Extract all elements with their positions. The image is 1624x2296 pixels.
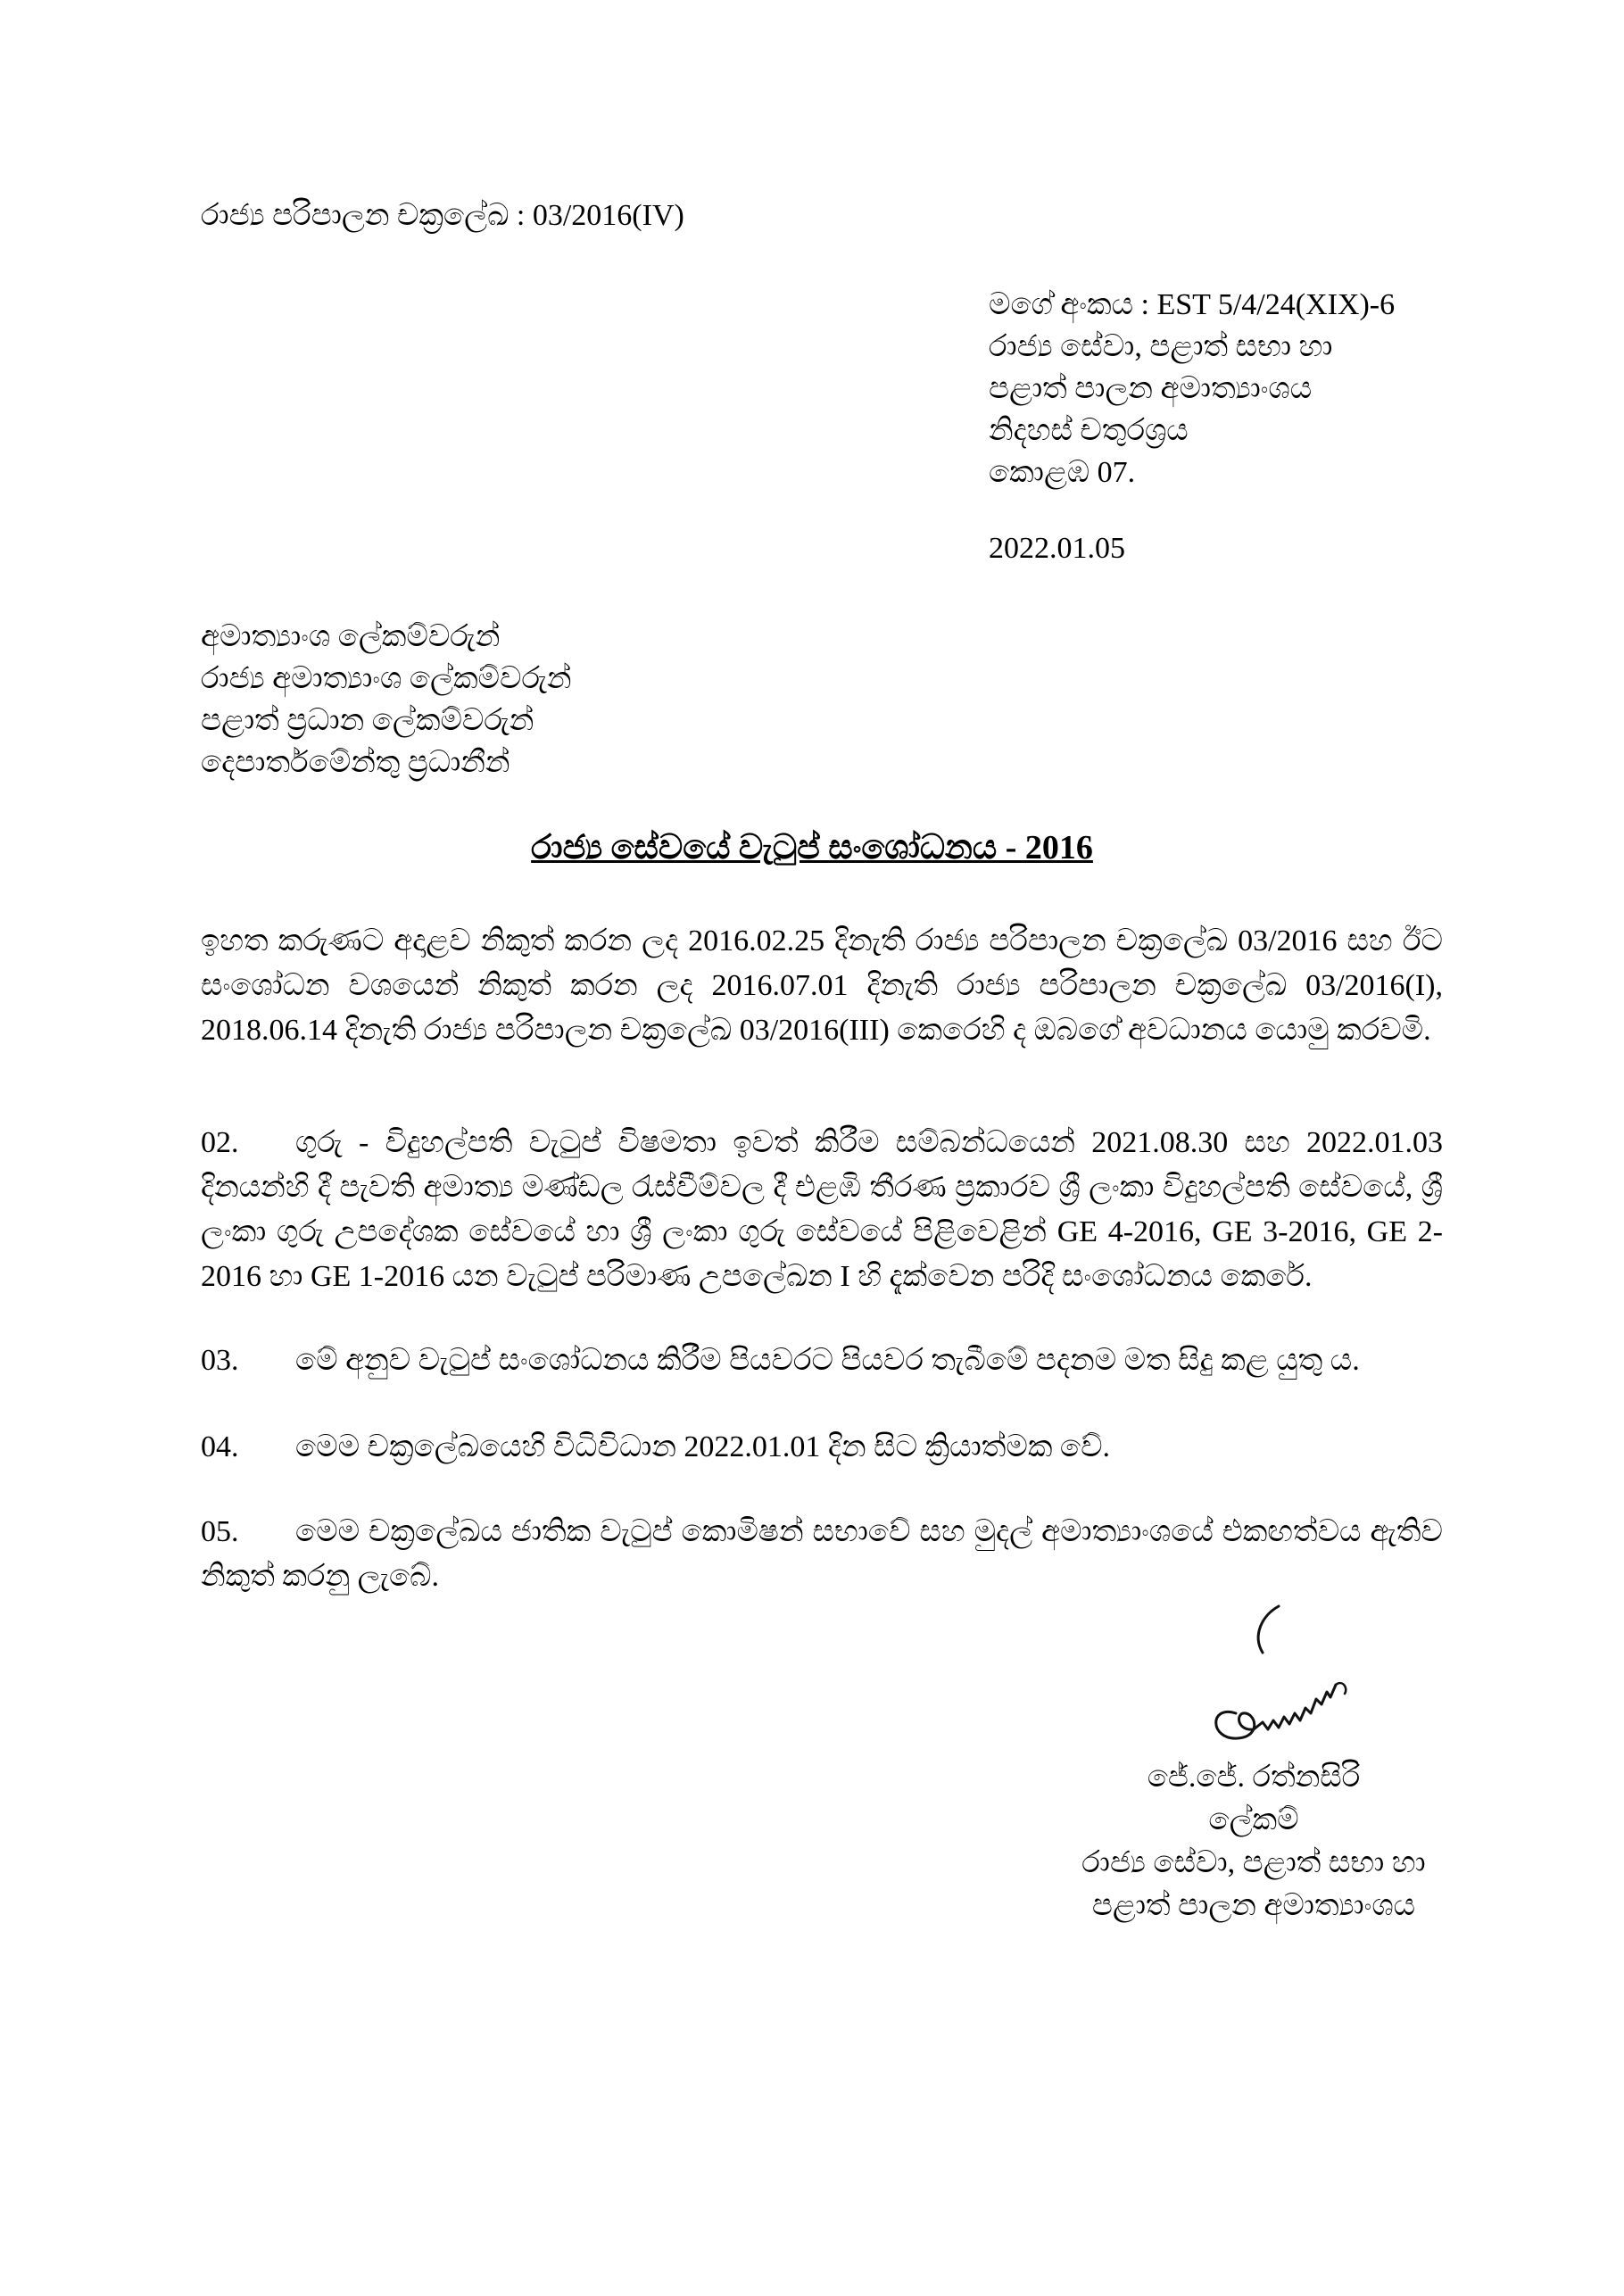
circular-reference: රාජ්‍ය පරිපාලන චක්‍රලේඛ : 03/2016(IV)	[201, 199, 684, 232]
addressee-item: රාජ්‍ය අමාත්‍යාංශ ලේකම්වරුන්	[201, 662, 572, 695]
ministry-name-line-2: පළාත් පාලන අමාත්‍යාංශය	[989, 372, 1313, 405]
sender-reference-block	[989, 284, 1395, 493]
signatory-ministry-line-2: පළාත් පාලන අමාත්‍යාංශය	[1091, 1889, 1416, 1922]
paragraph-4-text: මෙම චක්‍රලේඛයෙහි විධිවිධාන 2022.01.01 දින සිට ක්‍රියාත්මක වේ.	[295, 1430, 1111, 1463]
paragraph-4	[201, 1425, 1443, 1470]
signatory-ministry-line-1: රාජ්‍ය සේවා, පළාත් සභා හා	[1081, 1846, 1426, 1879]
addressee-list	[201, 616, 571, 783]
addressee-item: පළාත් ප්‍රධාන ලේකම්වරුන්	[201, 704, 534, 737]
paragraph-3-text: මේ අනුව වැටුප් සංශෝධනය කිරීම පියවරට පියවර තැබීමේ පදනම මත සිදු කළ යුතු ය.	[295, 1344, 1360, 1377]
subject-heading: රාජ්‍ය සේවයේ වැටුප් සංශෝධනය - 2016	[531, 829, 1093, 866]
paragraph-4-number: 04.	[201, 1430, 239, 1463]
paragraph-2	[201, 1121, 1443, 1299]
letter-date: 2022.01.05	[989, 532, 1125, 565]
signatory-title: ලේකම්	[1208, 1803, 1299, 1836]
address-line-1: නිදහස් චතුරශ්‍රය	[989, 414, 1189, 447]
paragraph-2-text: ගුරු - විදුහල්පති වැටුප් විෂමතා ඉවත් කිරීම සම්බන්ධයෙන් 2021.08.30 සහ 2022.01.03 දිනයන්හි දී පැවති අමාත්‍ය මණ්ඩල රැස්වීම්වල දී එළඹි තීරණ ප්‍රකාරව ශ්‍රී ලංකා විදුහල්පති සේවයේ, ශ්‍රී ලංකා ගුරු උපදේශක සේවයේ හා ශ්‍රී ලංකා ගුරු සේවයේ පිළිවෙළින් GE 4-2016, GE 3-2016, GE 2-2016 හා GE 1-2016 යන වැටුප් පරිමාණ උපලේඛන I හි දැක්වෙන පරිදි සංශෝධනය කෙරේ.	[201, 1126, 1443, 1293]
paragraph-1-text: ඉහත කරුණට අදාළව නිකුත් කරන ලද 2016.02.25 දිනැති රාජ්‍ය පරිපාලන චක්‍රලේඛ 03/2016 සහ ඊට සංශෝධන වශයෙන් නිකුත් කරන ලද 2016.07.01 දිනැති රාජ්‍ය පරිපාලන චක්‍රලේඛ 03/2016(I), 2018.06.14 දිනැති රාජ්‍ය පරිපාලන චක්‍රලේඛ 03/2016(III) කෙරෙහි ද ඔබගේ අවධානය යොමු කරවමි.	[201, 924, 1443, 1047]
paragraph-5-number: 05.	[201, 1515, 239, 1548]
paragraph-3	[201, 1339, 1443, 1383]
paragraph-3-number: 03.	[201, 1344, 239, 1377]
address-line-2: කොළඹ 07.	[989, 456, 1136, 489]
paragraph-5-text: මෙම චක්‍රලේඛය ජාතික වැටුප් කොමිෂන් සභාවේ සහ මුදල් අමාත්‍යාංශයේ එකඟත්වය ඇතිව නිකුත් කරනු ලැබේ.	[201, 1515, 1443, 1593]
paragraph-1	[201, 919, 1443, 1053]
handwritten-signature	[1173, 1579, 1388, 1758]
addressee-item: දෙපාර්තමේන්තු ප්‍රධානීන්	[201, 746, 510, 779]
signatory-name: ජේ.ජේ. රත්නසිරි	[1147, 1761, 1361, 1794]
paragraph-2-number: 02.	[201, 1126, 239, 1159]
addressee-item: අමාත්‍යාංශ ලේකම්වරුන්	[201, 620, 501, 653]
ministry-name-line-1: රාජ්‍ය සේවා, පළාත් සභා හා	[989, 330, 1333, 363]
signatory-block	[1066, 1756, 1441, 1927]
my-reference-number: මගේ අංකය : EST 5/4/24(XIX)-6	[989, 288, 1396, 321]
